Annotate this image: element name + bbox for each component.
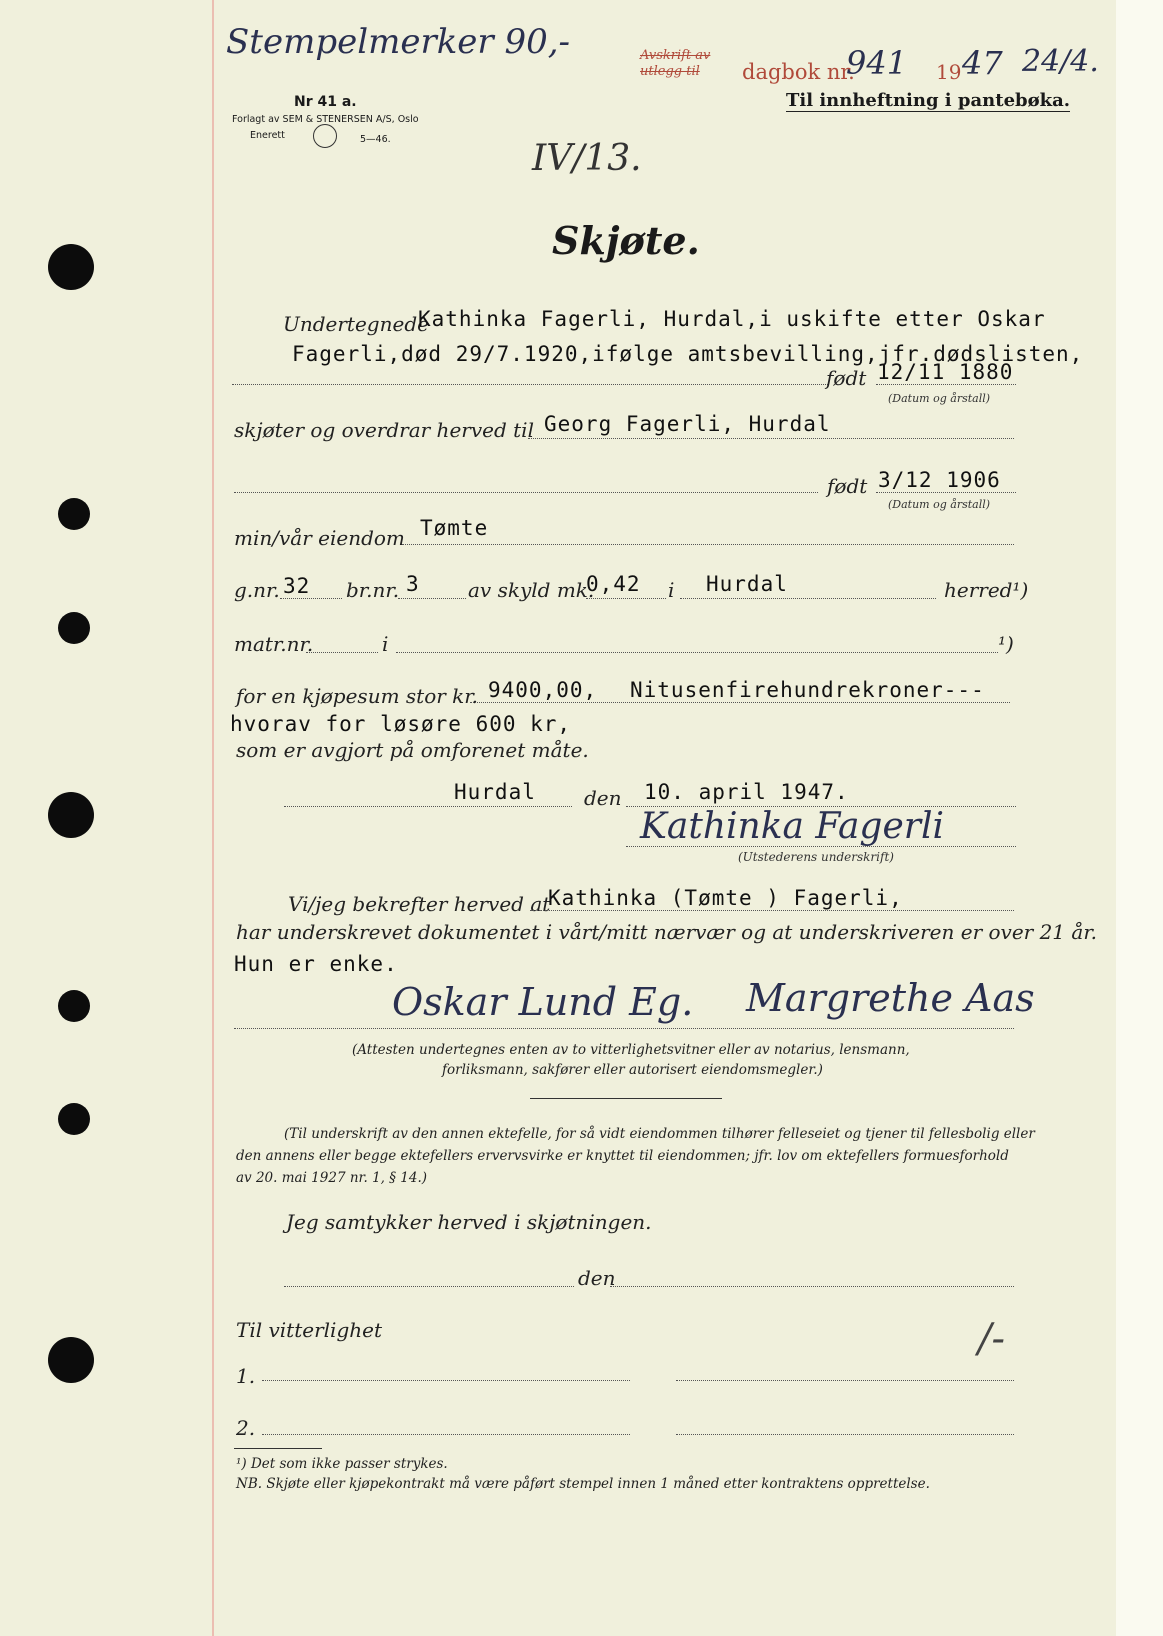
grantee-dotted-line2	[234, 492, 818, 493]
property-label: min/vår eiendom	[234, 526, 405, 550]
punch-hole	[58, 612, 90, 644]
grantee-dotted-line	[528, 438, 1014, 439]
gnr-value: 32	[283, 574, 311, 598]
signing-place-dotted	[284, 806, 572, 807]
document-title: Skjøte.	[552, 218, 700, 263]
witness-signature-dotted	[234, 1028, 1014, 1029]
punch-hole	[48, 1337, 94, 1383]
price-line3: som er avgjort på omforenet måte.	[236, 738, 589, 762]
witness-name-dotted	[530, 910, 1014, 911]
punch-hole	[58, 990, 90, 1022]
price-line2: hvorav for løsøre 600 kr,	[230, 712, 572, 736]
vitterlighet-two-dotted	[262, 1434, 630, 1435]
brnr-value: 3	[406, 572, 420, 596]
grantor-line2: Fagerli,død 29/7.1920,ifølge amtsbevilling,jfr.dødslisten,	[292, 342, 1084, 366]
matr-dotted	[306, 652, 378, 653]
publisher-date: 5—46.	[360, 134, 391, 145]
grantee-born-date: 3/12 1906	[878, 468, 1001, 492]
date-note: 24/4.	[1022, 44, 1099, 79]
grantor-line1: Kathinka Fagerli, Hurdal,i uskifte etter Oskar	[418, 307, 1046, 331]
vitterlighet-one-dotted	[262, 1380, 630, 1381]
vitterlighet-mark: /-	[978, 1316, 1005, 1362]
grantor-born-dotted	[876, 384, 1016, 385]
year-suffix: 47	[962, 44, 1003, 82]
price-dotted	[470, 702, 1010, 703]
grantor-label: Undertegnede	[283, 312, 429, 336]
witness-caption-1: (Attesten undertegnes enten av to vitterlighetsvitner eller av notarius, lensmann,	[352, 1042, 910, 1058]
brnr-dotted	[398, 598, 466, 599]
property-name: Tømte	[420, 516, 489, 540]
vitterlighet-one: 1.	[236, 1364, 256, 1388]
grantee-date-hint: (Datum og årstall)	[888, 498, 991, 511]
skyld-value: 0,42	[586, 572, 641, 596]
witness-signature-1: Oskar Lund Eg.	[392, 980, 694, 1024]
publisher-enerett: Enerett	[250, 130, 285, 141]
price-amount: 9400,00,	[488, 678, 598, 702]
gnr-label: g.nr.	[234, 578, 280, 602]
spouse-consent: Jeg samtykker herved i skjøtningen.	[286, 1210, 652, 1234]
price-words: Nitusenfirehundrekroner---	[630, 678, 985, 702]
publisher-line: Forlagt av SEM & STENERSEN A/S, Oslo	[232, 114, 419, 125]
witness-line2: har underskrevet dokumentet i vårt/mitt nærvær og at underskriveren er over 21 år.	[236, 920, 1098, 944]
grantor-dotted-line	[232, 384, 828, 385]
grantor-signature: Kathinka Fagerli	[640, 806, 945, 847]
punch-hole	[58, 498, 90, 530]
dagbok-label: dagbok nr.	[742, 60, 855, 84]
printed-utlegg: utlegg til	[640, 64, 700, 79]
punch-hole	[58, 1103, 90, 1135]
matr-end: ¹)	[998, 632, 1014, 656]
signature-dotted	[626, 846, 1016, 847]
footnote-rule	[234, 1448, 322, 1449]
spouse-note-line3: av 20. mai 1927 nr. 1, § 14.)	[236, 1170, 428, 1186]
signing-den: den	[584, 786, 622, 810]
grantee-name: Georg Fagerli, Hurdal	[544, 412, 831, 436]
page-edge	[1116, 0, 1163, 1636]
vitterlighet-label: Til vitterlighet	[236, 1318, 383, 1342]
vitterlighet-two-dotted-2	[676, 1434, 1014, 1435]
witness-line3: Hun er enke.	[234, 952, 398, 976]
spouse-note-line2: den annens eller begge ektefellers ervervsvirke er knyttet til eiendommen; jfr. lov om ektefellers formuesforhold	[236, 1148, 1009, 1164]
skyld-dotted	[586, 598, 666, 599]
punch-hole	[48, 792, 94, 838]
herred-label: herred¹)	[944, 578, 1029, 602]
witness-signature-2: Margrethe Aas	[746, 976, 1035, 1020]
spouse-date-dotted	[284, 1286, 574, 1287]
herred-value: Hurdal	[706, 572, 788, 596]
grantee-born-label: født	[827, 474, 868, 498]
matr-label: matr.nr.	[234, 632, 314, 656]
property-dotted-line	[402, 544, 1014, 545]
grantee-born-dotted	[876, 492, 1016, 493]
gnr-dotted	[280, 598, 342, 599]
printed-avskrift: Avskrift av	[640, 48, 711, 63]
grantor-born-label: født	[826, 366, 867, 390]
matr-i-label: i	[382, 632, 389, 656]
price-label: for en kjøpesum stor kr.	[236, 684, 479, 708]
signing-date: 10. april 1947.	[644, 780, 849, 804]
spouse-signature-dotted	[610, 1286, 1014, 1287]
witness-label: Vi/jeg bekrefter herved at	[288, 892, 551, 916]
publisher-logo	[313, 124, 337, 148]
vitterlighet-one-dotted-2	[676, 1380, 1014, 1381]
year-prefix: 19	[936, 60, 962, 84]
brnr-label: br.nr.	[346, 578, 400, 602]
punch-hole	[48, 244, 94, 290]
witness-caption-2: forliksmann, sakfører eller autorisert eiendomsmegler.)	[442, 1062, 823, 1078]
handwritten-stamp-note: Stempelmerker 90,-	[226, 22, 571, 62]
witness-name: Kathinka (Tømte ) Fagerli,	[548, 886, 903, 910]
footnote-1: ¹) Det som ikke passer strykes.	[236, 1456, 448, 1472]
vitterlighet-two: 2.	[236, 1416, 256, 1440]
separator-rule	[530, 1098, 722, 1099]
signature-caption: (Utstederens underskrift)	[738, 850, 894, 864]
herred-i-label: i	[668, 578, 675, 602]
dagbok-number: 941	[846, 44, 908, 82]
margin-line	[212, 0, 214, 1636]
skyld-label: av skyld mk.	[468, 578, 595, 602]
reference-note: IV/13.	[532, 138, 642, 179]
signing-place: Hurdal	[454, 780, 536, 804]
matr-i-dotted	[396, 652, 998, 653]
spouse-note-line1: (Til underskrift av den annen ektefelle, for så vidt eiendommen tilhører felleseiet og tjener til fellesbolig eller	[284, 1126, 1035, 1142]
footnote-2: NB. Skjøte eller kjøpekontrakt må være påført stempel innen 1 måned etter kontraktens opprettelse.	[236, 1476, 930, 1492]
grantee-label: skjøter og overdrar herved til	[234, 418, 534, 442]
spouse-den: den	[578, 1266, 616, 1290]
herred-dotted	[680, 598, 936, 599]
form-number: Nr 41 a.	[294, 94, 357, 110]
innheftning-label: Til innheftning i pantebøka.	[786, 90, 1071, 111]
grantor-born-date: 12/11 1880	[877, 360, 1014, 384]
grantor-date-hint: (Datum og årstall)	[888, 392, 991, 405]
